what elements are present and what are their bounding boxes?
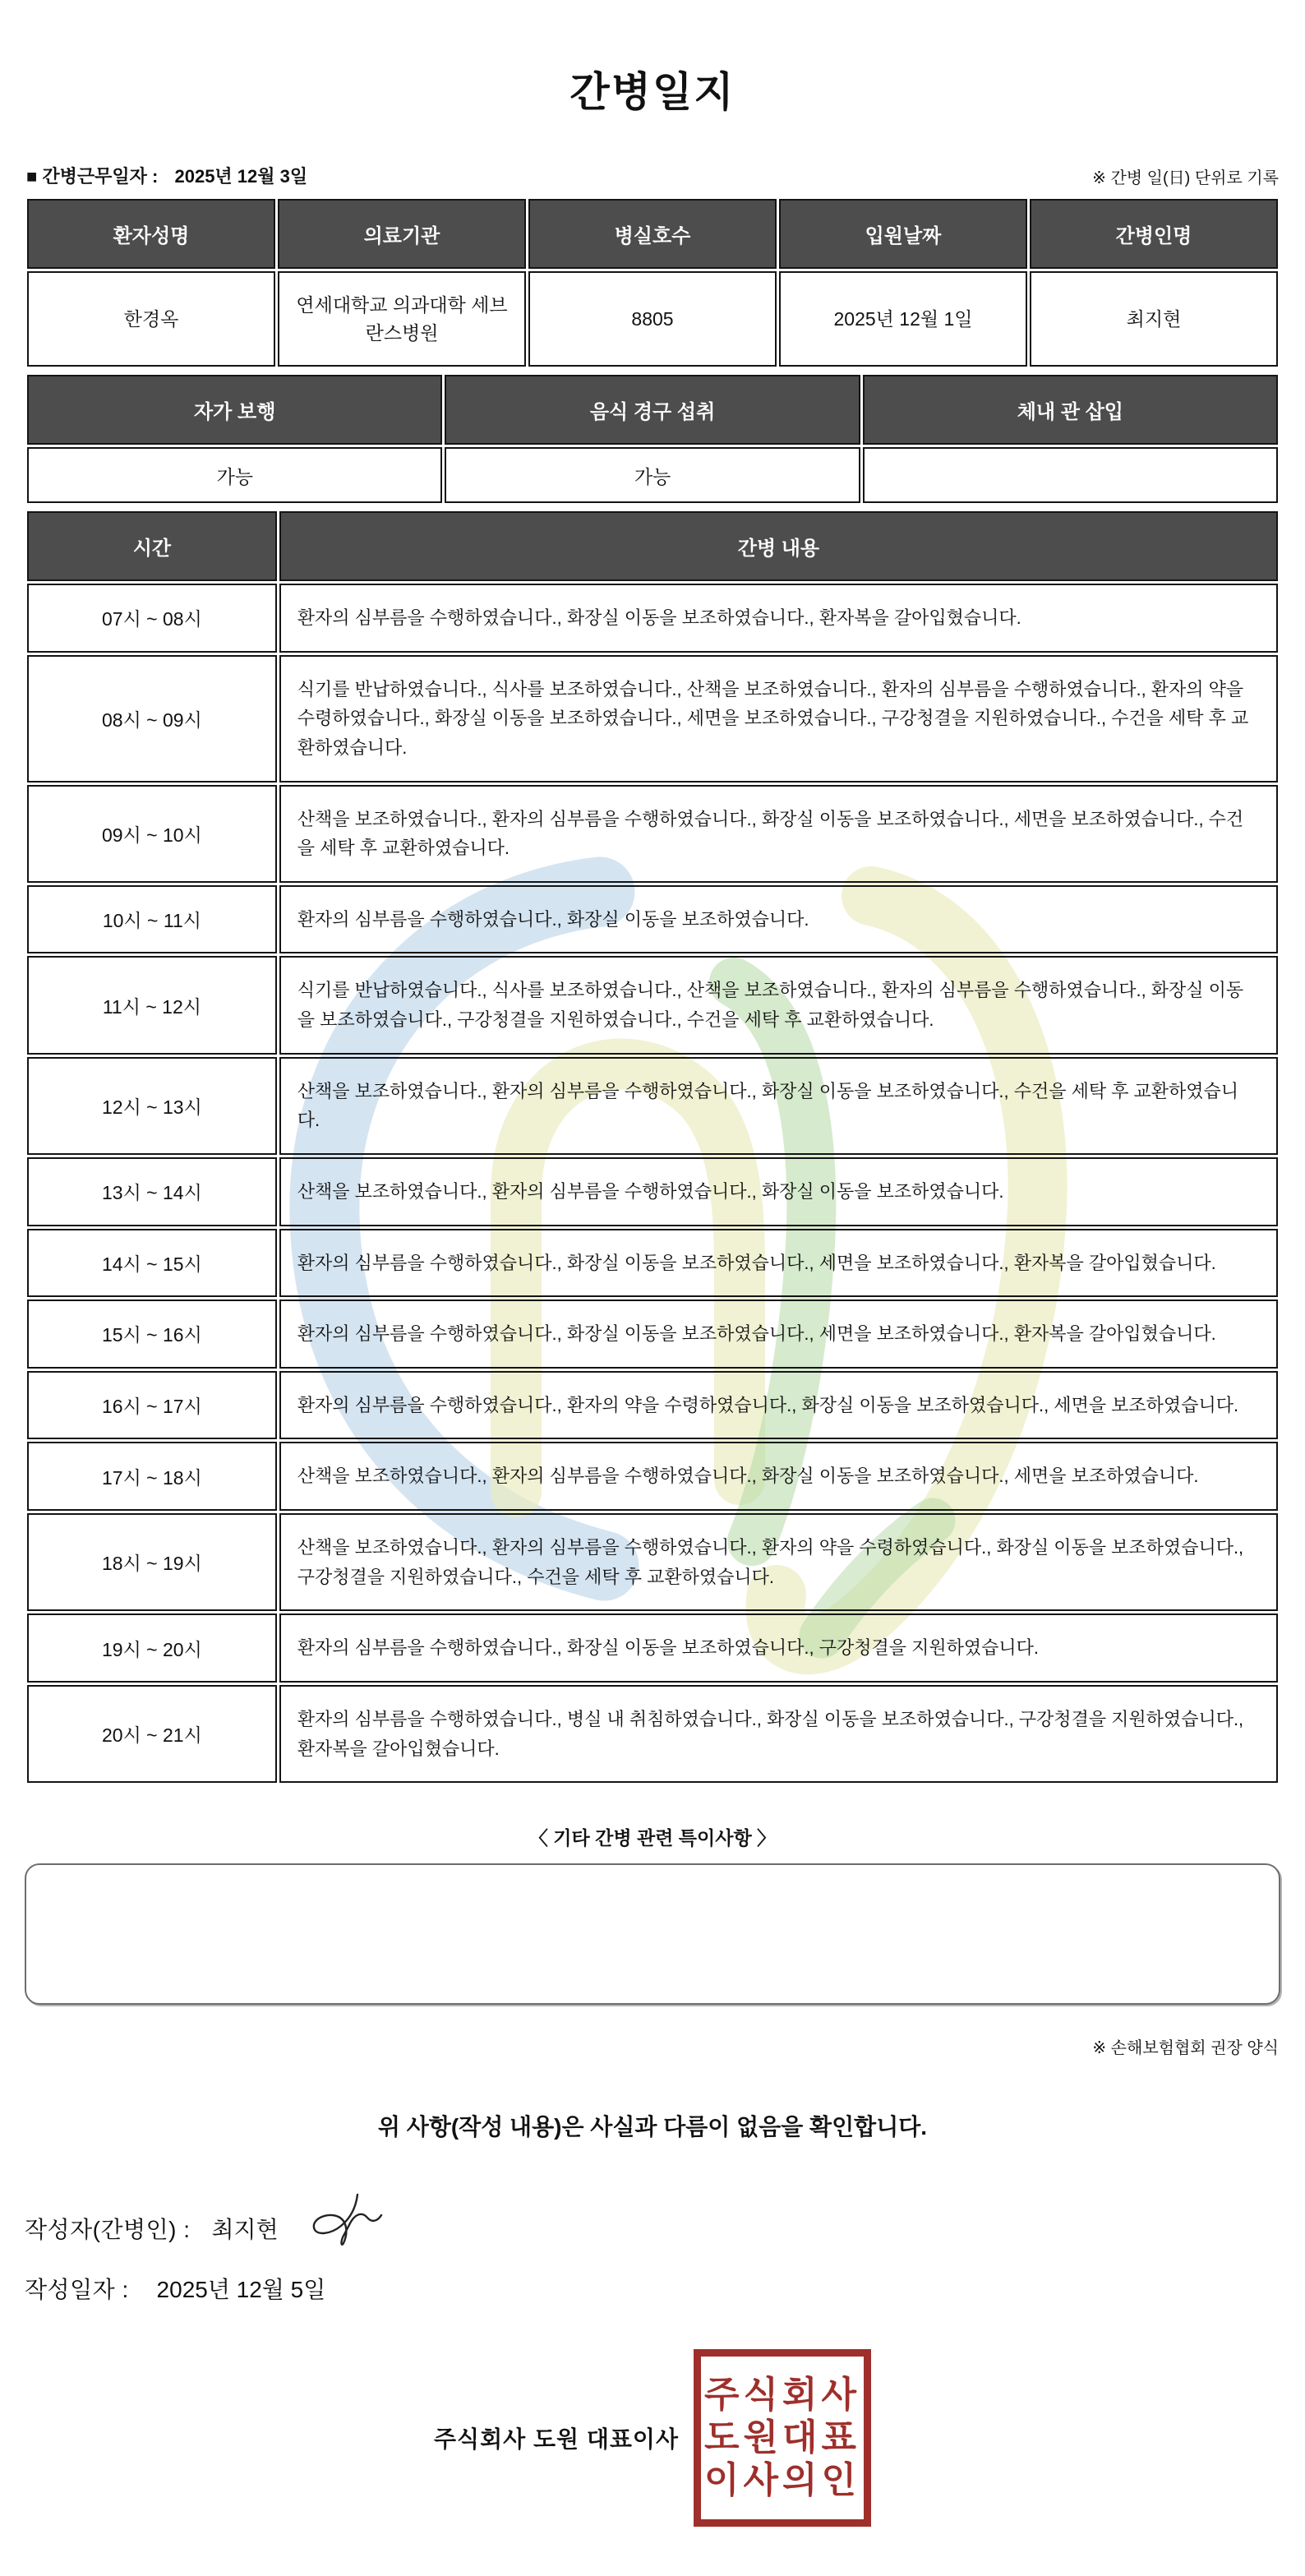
care-log-row [27, 1371, 1278, 1440]
care-time-cell: 10시 ~ 11시 [27, 885, 277, 954]
table-header-cell: 음식 경구 섭취 [445, 375, 860, 445]
work-date-line [26, 163, 307, 188]
care-log-row [27, 1229, 1278, 1298]
care-time-cell: 20시 ~ 21시 [27, 1685, 277, 1783]
signature-mark [307, 2191, 395, 2251]
table-value-cell: 2025년 12월 1일 [779, 271, 1027, 367]
care-time-cell: 15시 ~ 16시 [27, 1300, 277, 1369]
company-seal-row [25, 2349, 1280, 2576]
writer-name: 최지현 [211, 2217, 279, 2243]
care-log-row [27, 1057, 1278, 1155]
notes-box [25, 1863, 1280, 2005]
care-log-row [27, 1513, 1278, 1611]
writer-label: 작성자(간병인) : [25, 2217, 191, 2243]
care-log-row [27, 1613, 1278, 1683]
care-time-cell: 18시 ~ 19시 [27, 1513, 277, 1611]
care-time-cell: 19시 ~ 20시 [27, 1613, 277, 1683]
care-time-cell: 08시 ~ 09시 [27, 655, 277, 782]
care-content-cell: 환자의 심부름을 수행하였습니다., 화장실 이동을 보조하였습니다., 환자복을 갈아입혔습니다. [279, 584, 1278, 653]
company-name: 주식회사 도원 대표이사 [433, 2426, 680, 2453]
confirmation-statement: 위 사항(작성 내용)은 사실과 다름이 없음을 확인합니다. [377, 2114, 928, 2140]
table-header-cell: 체내 관 삽입 [863, 375, 1278, 445]
care-content-cell: 환자의 심부름을 수행하였습니다., 화장실 이동을 보조하였습니다., 세면을 보조하였습니다., 환자복을 갈아입혔습니다. [279, 1229, 1278, 1298]
table-value-cell: 최지현 [1030, 271, 1278, 367]
work-date-label: ■ 간병근무일자 : [26, 166, 159, 187]
corporate-seal-stamp [694, 2349, 871, 2527]
care-log-row [27, 655, 1278, 782]
table-value-cell: 가능 [27, 447, 442, 503]
notes-heading: 〈 기타 간병 관련 특이사항 〉 [528, 1827, 777, 1849]
table-header-cell: 입원날짜 [779, 199, 1027, 269]
care-content-cell: 식기를 반납하였습니다., 식사를 보조하였습니다., 산책을 보조하였습니다., 환자의 심부름을 수행하였습니다., 화장실 이동을 보조하였습니다., 구강청결을 지원하였습니다., 수건을 세탁 후 교환하였습니다. [279, 956, 1278, 1054]
care-log-row [27, 584, 1278, 653]
time-column-header: 시간 [27, 511, 277, 581]
status-header-row [27, 375, 1278, 445]
table-value-cell: 8805 [528, 271, 777, 367]
table-header-cell: 간병인명 [1030, 199, 1278, 269]
care-log-row [27, 885, 1278, 954]
care-time-cell: 17시 ~ 18시 [27, 1442, 277, 1511]
care-content-cell: 산책을 보조하였습니다., 환자의 심부름을 수행하였습니다., 화장실 이동을 보조하였습니다., 세면을 보조하였습니다., 수건을 세탁 후 교환하였습니다. [279, 785, 1278, 883]
care-content-cell: 환자의 심부름을 수행하였습니다., 화장실 이동을 보조하였습니다., 세면을 보조하였습니다., 환자복을 갈아입혔습니다. [279, 1300, 1278, 1369]
write-date-line [25, 2272, 1280, 2305]
patient-info-value-row [27, 271, 1278, 367]
care-log-row [27, 1442, 1278, 1511]
care-content-cell: 환자의 심부름을 수행하였습니다., 병실 내 취침하였습니다., 화장실 이동을 보조하였습니다., 구강청결을 지원하였습니다., 환자복을 갈아입혔습니다. [279, 1685, 1278, 1783]
care-log-row [27, 1157, 1278, 1226]
page-title: 간병일지 [569, 69, 736, 115]
care-log-table [25, 509, 1280, 1785]
care-log-row [27, 956, 1278, 1054]
care-content-cell: 환자의 심부름을 수행하였습니다., 화장실 이동을 보조하였습니다., 구강청결을 지원하였습니다. [279, 1613, 1278, 1683]
patient-status-table [25, 372, 1280, 506]
write-date-label: 작성일자 : [25, 2277, 129, 2303]
table-header-cell: 병실호수 [528, 199, 777, 269]
care-content-cell: 산책을 보조하였습니다., 환자의 심부름을 수행하였습니다., 화장실 이동을 보조하였습니다., 수건을 세탁 후 교환하였습니다. [279, 1057, 1278, 1155]
meta-row [25, 163, 1280, 188]
stamp-text-line: 주식회사 [704, 2374, 861, 2415]
care-content-cell: 환자의 심부름을 수행하였습니다., 환자의 약을 수령하였습니다., 화장실 이동을 보조하였습니다., 세면을 보조하였습니다. [279, 1371, 1278, 1440]
care-content-cell: 환자의 심부름을 수행하였습니다., 화장실 이동을 보조하였습니다. [279, 885, 1278, 954]
care-time-cell: 12시 ~ 13시 [27, 1057, 277, 1155]
care-log-row [27, 785, 1278, 883]
table-header-cell: 자가 보행 [27, 375, 442, 445]
care-content-cell: 식기를 반납하였습니다., 식사를 보조하였습니다., 산책을 보조하였습니다., 환자의 심부름을 수행하였습니다., 환자의 약을 수령하였습니다., 화장실 이동을 보조하였습니다., 세면을 보조하였습니다., 구강청결을 지원하였습니다., 수건을 세탁 후 교환하였습니다. [279, 655, 1278, 782]
table-value-cell: 가능 [445, 447, 860, 503]
table-value-cell: 한경옥 [27, 271, 275, 367]
care-time-cell: 16시 ~ 17시 [27, 1371, 277, 1440]
content-column-header: 간병 내용 [279, 511, 1278, 581]
care-log-row [27, 1685, 1278, 1783]
stamp-text-line: 이사의인 [704, 2460, 861, 2501]
care-time-cell: 13시 ~ 14시 [27, 1157, 277, 1226]
care-content-cell: 산책을 보조하였습니다., 환자의 심부름을 수행하였습니다., 화장실 이동을 보조하였습니다., 세면을 보조하였습니다. [279, 1442, 1278, 1511]
work-date-value: 2025년 12월 3일 [174, 166, 308, 187]
writer-line [25, 2206, 1280, 2251]
care-log-row [27, 1300, 1278, 1369]
care-time-cell: 09시 ~ 10시 [27, 785, 277, 883]
table-header-cell: 환자성명 [27, 199, 275, 269]
care-content-cell: 산책을 보조하였습니다., 환자의 심부름을 수행하였습니다., 환자의 약을 수령하였습니다., 화장실 이동을 보조하였습니다., 구강청결을 지원하였습니다., 수건을 세탁 후 교환하였습니다. [279, 1513, 1278, 1611]
unit-note: ※ 간병 일(日) 단위로 기록 [1092, 169, 1279, 187]
write-date-value: 2025년 12월 5일 [156, 2277, 326, 2303]
status-value-row [27, 447, 1278, 503]
table-header-cell: 의료기관 [278, 199, 526, 269]
form-standard-note: ※ 손해보험협회 권장 양식 [1092, 2039, 1279, 2058]
care-time-cell: 07시 ~ 08시 [27, 584, 277, 653]
care-time-cell: 11시 ~ 12시 [27, 956, 277, 1054]
patient-info-header-row [27, 199, 1278, 269]
patient-info-table [25, 196, 1280, 369]
table-value-cell: 연세대학교 의과대학 세브란스병원 [278, 271, 526, 367]
stamp-text-line: 도원대표 [704, 2417, 861, 2458]
care-log-header-row [27, 511, 1278, 581]
care-content-cell: 산책을 보조하였습니다., 환자의 심부름을 수행하였습니다., 화장실 이동을 보조하였습니다. [279, 1157, 1278, 1226]
care-time-cell: 14시 ~ 15시 [27, 1229, 277, 1298]
table-value-cell [863, 447, 1278, 503]
